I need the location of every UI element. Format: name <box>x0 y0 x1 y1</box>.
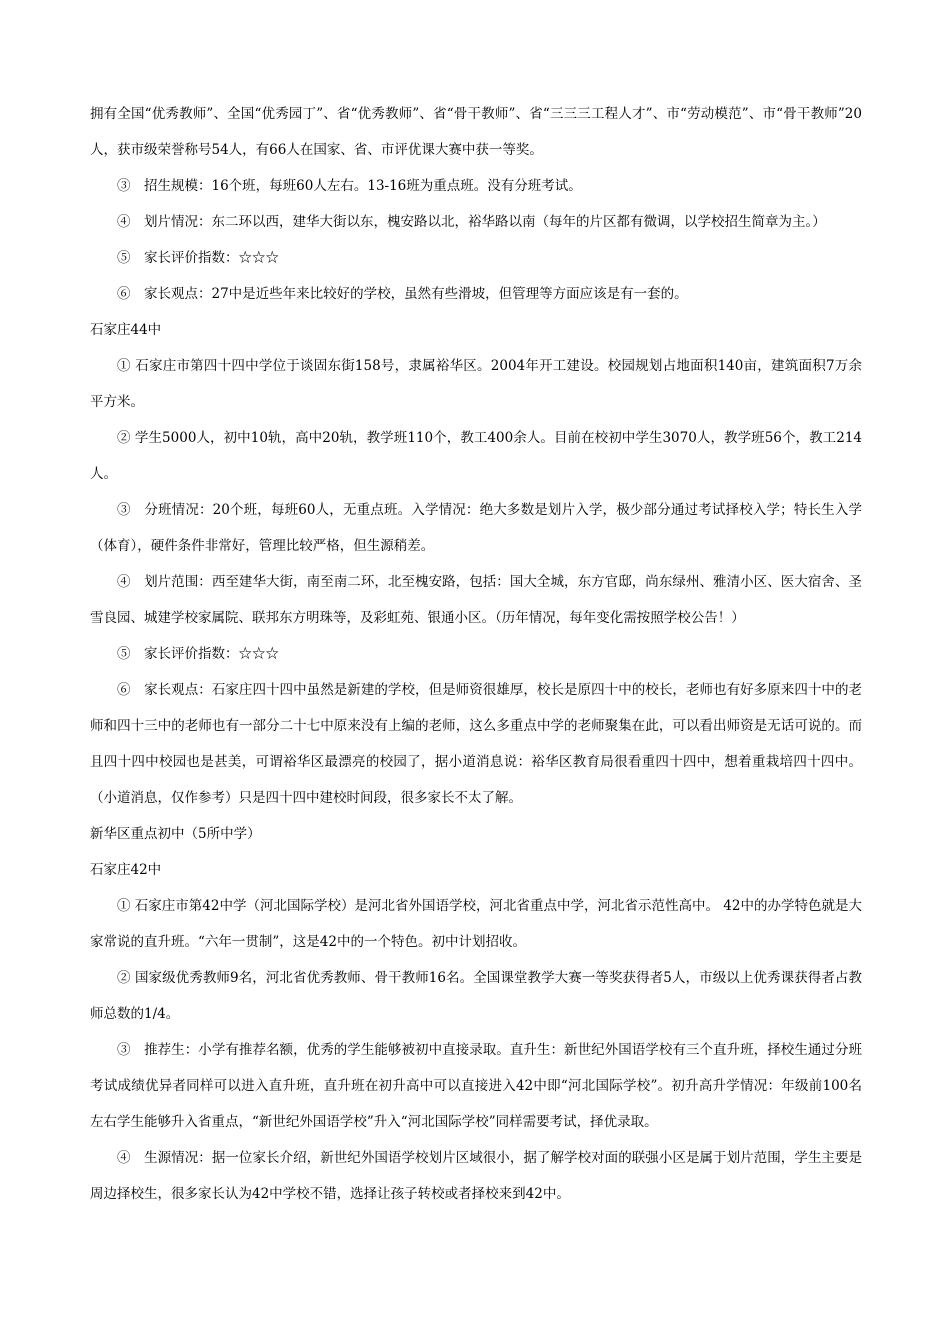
paragraph-district-27: ④ 划片情况：东二环以西，建华大街以东，槐安路以北，裕华路以南（每年的片区都有微调，以学校招生简章为主。） <box>117 214 826 230</box>
paragraph-parent-view-44: ⑥ 家长观点：石家庄四十四中虽然是新建的学校，但是师资很雄厚，校长是原四十中的校长，老师也有好多原来四十中的老师和四十三中的老师也有一部分二十七中原来没有上编的老师，这么多重点中学的老师聚集在此，可以看出师资是无话可说的。而且四十四中校园也是甚美，可谓裕华区最漂亮的校园了，据小道消息说：裕华区教育局很看重四十四中，想着重栽培四十四中。（小道消息，仅作参考）只是四十四中建校时间段，很多家长不太了解。 <box>90 682 862 806</box>
paragraph-enrollment-scale-27: ③ 招生规模：16个班，每班60人左右。13-16班为重点班。没有分班考试。 <box>117 178 582 194</box>
section-heading-school-44: 石家庄44中 <box>90 322 162 338</box>
paragraph-students-44: ② 学生5000人，初中10轨，高中20轨，教学班110个，教工400余人。目前在校初中学生3070人，教学班56个，教工214人。 <box>90 430 862 482</box>
section-heading-xinhua-district: 新华区重点初中（5所中学） <box>90 826 261 842</box>
section-heading-school-42: 石家庄42中 <box>90 862 162 878</box>
document-page <box>90 96 862 1212</box>
paragraph-teachers-42: ② 国家级优秀教师9名，河北省优秀教师、骨干教师16名。全国课堂教学大赛一等奖获得者5人，市级以上优秀课获得者占教师总数的1/4。 <box>90 970 862 1022</box>
paragraph-location-44: ① 石家庄市第四十四中学位于谈固东街158号，隶属裕华区。2004年开工建设。校园规划占地面积140亩，建筑面积7万余平方米。 <box>90 358 862 410</box>
paragraph-honors-continued: 拥有全国“优秀教师”、全国“优秀园丁”、省“优秀教师”、省“骨干教师”、省“三三三工程人才”、市“劳动模范”、市“骨干教师”20人，获市级荣誉称号54人，有66人在国家、省、市评优课大赛中获一等奖。 <box>90 106 862 158</box>
paragraph-classes-44: ③ 分班情况：20个班，每班60人，无重点班。入学情况：绝大多数是划片入学，极少部分通过考试择校入学；特长生入学（体育），硬件条件非常好，管理比较严格，但生源稍差。 <box>90 502 862 554</box>
paragraph-admission-42: ③ 推荐生：小学有推荐名额，优秀的学生能够被初中直接录取。直升生：新世纪外国语学校有三个直升班，择校生通过分班考试成绩优异者同样可以进入直升班，直升班在初升高中可以直接进入42中即“河北国际学校”。初升高升学情况：年级前100名左右学生能够升入省重点，“新世纪外国语学校”升入“河北国际学校”同样需要考试，择优录取。 <box>90 1042 862 1130</box>
paragraph-rating-44: ⑤ 家长评价指数：☆☆☆ <box>117 646 279 662</box>
paragraph-source-42: ④ 生源情况：据一位家长介绍，新世纪外国语学校划片区域很小，据了解学校对面的联强小区是属于划片范围，学生主要是周边择校生，很多家长认为42中学校不错，选择让孩子转校或者择校来到42中。 <box>90 1150 862 1202</box>
paragraph-district-44: ④ 划片范围：西至建华大街，南至南二环，北至槐安路，包括：国大全城，东方官邸，尚东绿州、雅清小区、医大宿舍、圣雪良园、城建学校家属院、联邦东方明珠等，及彩虹苑、银通小区。（历年情况，每年变化需按照学校公告！） <box>90 574 862 626</box>
paragraph-parent-view-27: ⑥ 家长观点：27中是近些年来比较好的学校，虽然有些滑坡，但管理等方面应该是有一套的。 <box>117 286 688 302</box>
paragraph-intro-42: ① 石家庄市第42中学（河北国际学校）是河北省外国语学校，河北省重点中学，河北省示范性高中。 42中的办学特色就是大家常说的直升班。“六年一贯制”，这是42中的一个特色。初中计划招收。 <box>90 898 862 950</box>
paragraph-rating-27: ⑤ 家长评价指数：☆☆☆ <box>117 250 279 266</box>
